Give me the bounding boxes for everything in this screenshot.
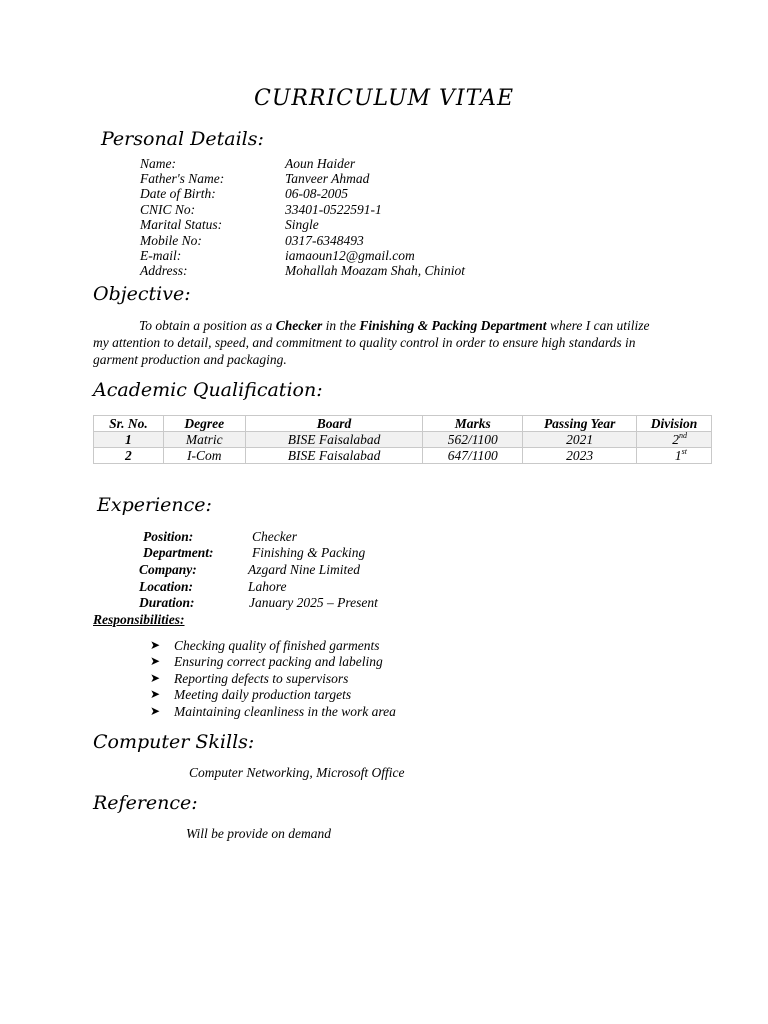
division-suffix: st [681, 447, 687, 456]
experience-value: Checker [252, 529, 297, 544]
experience-label: Company: [139, 562, 197, 577]
arrow-bullet-icon: ➤ [150, 687, 161, 701]
arrow-bullet-icon: ➤ [150, 638, 161, 652]
objective-bold: Finishing & Packing Department [359, 318, 547, 333]
cell-sr: 2 [94, 448, 164, 464]
cell-year: 2023 [523, 448, 637, 464]
objective-part: To obtain a position as a [139, 318, 276, 333]
column-header: Passing Year [523, 416, 637, 432]
experience-label: Department: [143, 545, 214, 560]
objective-heading: Objective: [93, 283, 191, 305]
personal-value: 0317-6348493 [285, 233, 364, 248]
personal-value: Aoun Haider [285, 156, 356, 171]
division-suffix: nd [679, 431, 687, 440]
cell-year: 2021 [523, 432, 637, 448]
arrow-bullet-icon: ➤ [150, 671, 161, 685]
responsibility-text: Reporting defects to supervisors [174, 671, 349, 686]
responsibility-text: Maintaining cleanliness in the work area [174, 704, 396, 719]
cell-degree: Matric [163, 432, 245, 448]
experience-label: Duration: [139, 595, 195, 610]
experience-value: January 2025 – Present [249, 595, 378, 610]
personal-details-heading: Personal Details: [101, 128, 264, 150]
personal-label: Name: [140, 156, 176, 171]
cell-division [637, 432, 712, 448]
personal-label: CNIC No: [140, 202, 196, 217]
personal-value: iamaoun12@gmail.com [285, 248, 415, 263]
arrow-bullet-icon: ➤ [150, 704, 161, 718]
table-row [94, 448, 712, 464]
experience-value: Azgard Nine Limited [248, 562, 361, 577]
personal-label: Mobile No: [140, 233, 202, 248]
column-header: Marks [423, 416, 523, 432]
personal-label: E-mail: [140, 248, 182, 263]
cell-marks: 647/1100 [423, 448, 523, 464]
division-value: 1 [674, 448, 682, 463]
personal-value: Single [285, 217, 319, 232]
academic-table [93, 415, 712, 464]
cell-degree: I-Com [163, 448, 245, 464]
experience-label: Location: [139, 579, 193, 594]
personal-value: 33401-0522591-1 [285, 202, 382, 217]
cell-marks: 562/1100 [423, 432, 523, 448]
objective-bold: Checker [275, 318, 323, 333]
cell-board: BISE Faisalabad [245, 432, 423, 448]
table-header-row [94, 416, 712, 432]
column-header: Board [245, 416, 423, 432]
responsibility-text: Ensuring correct packing and labeling [174, 654, 383, 669]
experience-label: Position: [143, 529, 194, 544]
responsibilities-heading: Responsibilities: [93, 612, 185, 627]
column-header: Division [637, 416, 712, 432]
objective-part: in the [322, 318, 360, 333]
reference-heading: Reference: [93, 792, 198, 814]
column-header: Sr. No. [94, 416, 164, 432]
personal-label: Date of Birth: [140, 186, 216, 201]
column-header: Degree [163, 416, 245, 432]
cell-board: BISE Faisalabad [245, 448, 423, 464]
table-row [94, 432, 712, 448]
computer-skills-heading: Computer Skills: [93, 731, 255, 753]
reference-text: Will be provide on demand [186, 826, 331, 841]
personal-label: Marital Status: [140, 217, 223, 232]
responsibility-text: Checking quality of finished garments [174, 638, 380, 653]
personal-value: Tanveer Ahmad [285, 171, 370, 186]
computer-skills-text: Computer Networking, Microsoft Office [189, 765, 405, 780]
cell-division [637, 448, 712, 464]
responsibility-text: Meeting daily production targets [174, 687, 352, 702]
objective-text [93, 317, 653, 368]
cell-sr: 1 [94, 432, 164, 448]
personal-label: Address: [140, 263, 188, 278]
personal-label: Father's Name: [140, 171, 225, 186]
academic-heading: Academic Qualification: [93, 379, 323, 401]
objective-part: where I can utilize my attention to detail, speed, and commitment to quality control in order to ensure high standards in garment production and packaging. [93, 318, 650, 367]
arrow-bullet-icon: ➤ [150, 654, 161, 668]
personal-value: Mohallah Moazam Shah, Chiniot [285, 263, 466, 278]
experience-value: Finishing & Packing [252, 545, 366, 560]
experience-value: Lahore [248, 579, 287, 594]
cv-title: CURRICULUM VITAE [253, 86, 515, 111]
experience-heading: Experience: [97, 494, 212, 516]
division-value: 2 [672, 432, 679, 447]
personal-value: 06-08-2005 [285, 186, 348, 201]
